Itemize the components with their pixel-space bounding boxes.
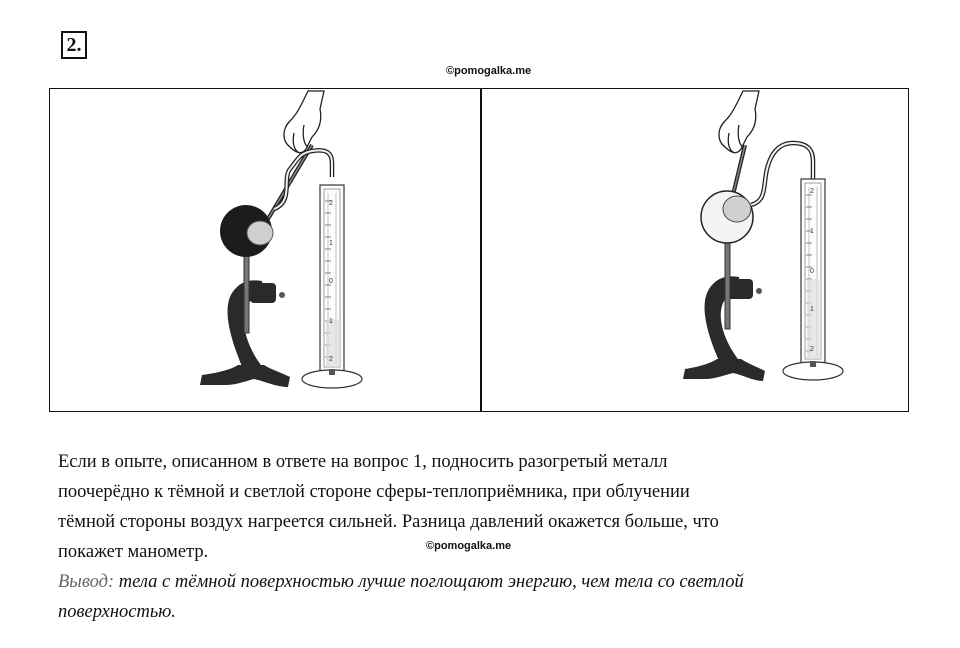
scale-label: 1 — [810, 228, 814, 235]
hand-icon — [719, 91, 759, 153]
scale-label: 2 — [810, 346, 814, 353]
paragraph-line: покажет манометр. — [58, 542, 209, 562]
conclusion-text: тела с тёмной поверхностью лучше поглощают энергию, чем тела со светлой — [114, 572, 744, 592]
paragraph-line: тёмной стороны воздух нагреется сильней. Разница давлений окажется больше, что — [58, 512, 719, 532]
stand-rod — [725, 231, 730, 329]
panel-dark-sphere — [50, 89, 480, 411]
paragraph-line: поочерёдно к тёмной и светлой стороне сферы-теплоприёмника, при облучении — [58, 482, 690, 502]
scale-label: 2 — [329, 200, 333, 207]
scale-label: 1 — [810, 306, 814, 313]
hand-icon — [284, 91, 324, 153]
scale-label: 0 — [810, 268, 814, 275]
answer-text — [58, 447, 908, 627]
conclusion-line: поверхностью. — [58, 602, 176, 622]
scale-label: 0 — [329, 278, 333, 285]
scale-label: 1 — [329, 240, 333, 247]
manometer — [302, 185, 362, 388]
paragraph-line: Если в опыте, описанном в ответе на вопрос 1, подносить разогретый металл — [58, 452, 668, 472]
scale-label: 1 — [329, 318, 333, 325]
panel-light-sphere — [481, 89, 911, 411]
scale-label: 2 — [810, 188, 814, 195]
task-number-box: 2. — [61, 31, 87, 59]
experiment-figure — [49, 88, 909, 412]
conclusion-label: Вывод: — [58, 572, 115, 592]
watermark-top: ©pomogalka.me — [446, 65, 532, 77]
watermark-middle: ©pomogalka.me — [426, 540, 512, 552]
scale-label: 2 — [329, 356, 333, 363]
conclusion-line — [58, 567, 908, 597]
manometer — [783, 179, 843, 380]
